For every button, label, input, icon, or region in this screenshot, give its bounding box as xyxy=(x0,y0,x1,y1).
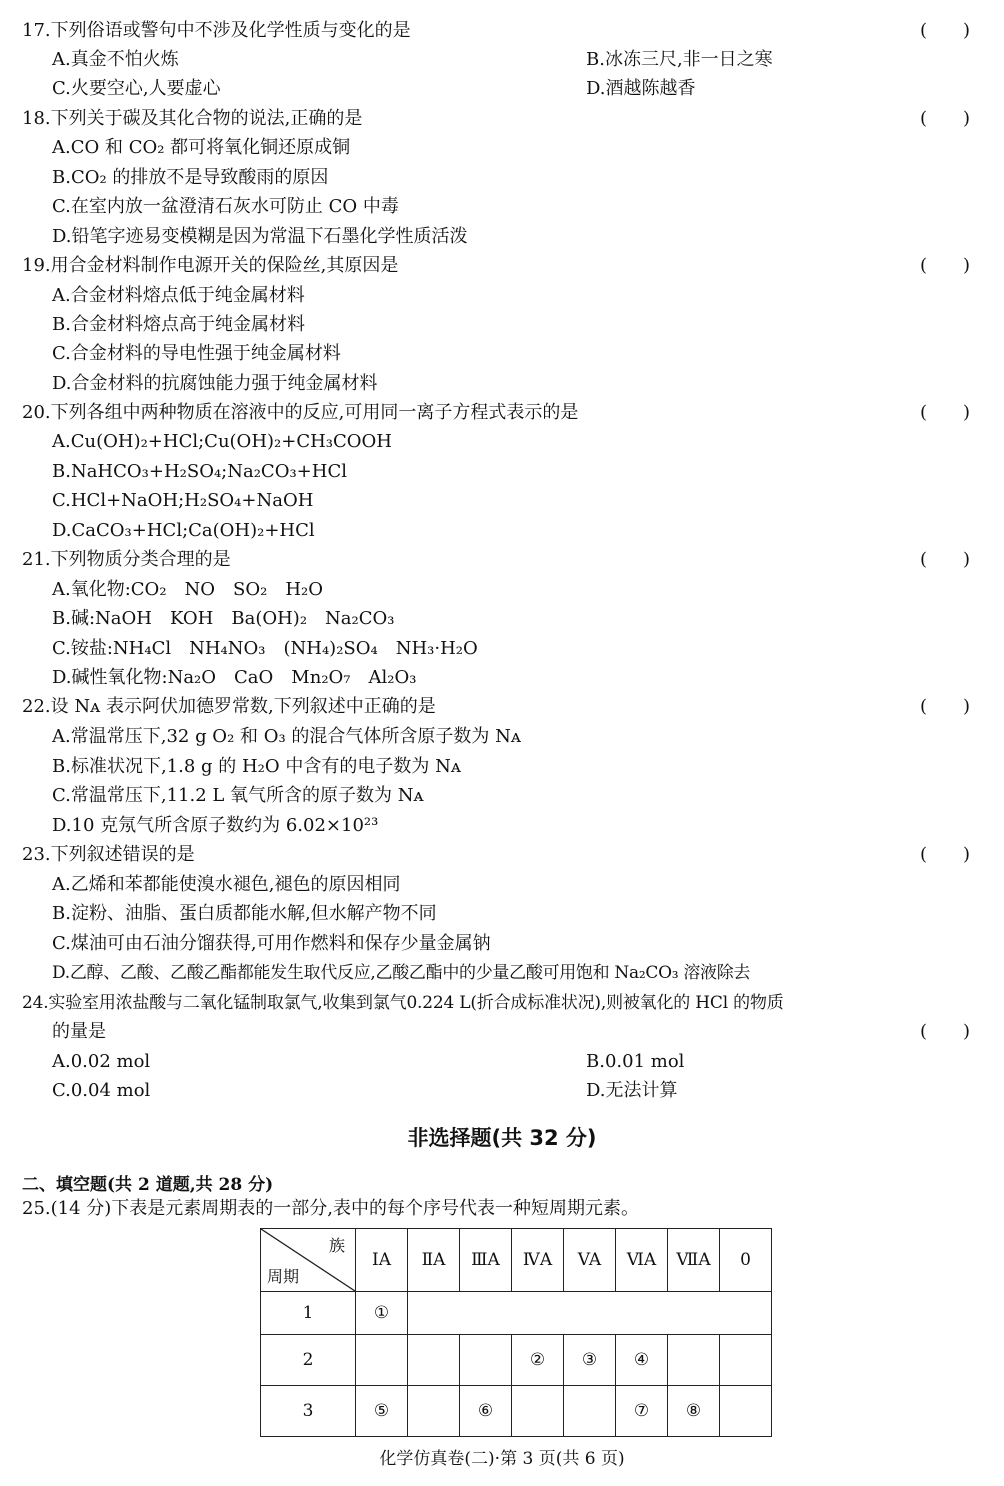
q21-stem: 21.下列物质分类合理的是 xyxy=(22,549,231,570)
element-cell: ⑥ xyxy=(460,1386,512,1437)
group-header: ⅡA xyxy=(408,1229,460,1292)
group-header: ⅣA xyxy=(512,1229,564,1292)
element-cell xyxy=(408,1386,460,1437)
periodic-table xyxy=(260,1228,772,1437)
element-cell xyxy=(668,1335,720,1386)
q18-option-d: D.铅笔字迹易变模糊是因为常温下石墨化学性质活泼 xyxy=(52,226,468,247)
element-cell: ⑤ xyxy=(356,1386,408,1437)
q21-option-b: B.碱:NaOH KOH Ba(OH)₂ Na₂CO₃ xyxy=(52,608,395,629)
element-cell xyxy=(720,1335,772,1386)
q18-option-c: C.在室内放一盆澄清石灰水可防止 CO 中毒 xyxy=(52,196,399,217)
element-cell: ⑧ xyxy=(668,1386,720,1437)
q22-option-c: C.常温常压下,11.2 L 氧气所含的原子数为 Nᴀ xyxy=(52,785,424,806)
q23-option-a: A.乙烯和苯都能使溴水褪色,褪色的原因相同 xyxy=(52,874,401,895)
q22-option-a: A.常温常压下,32 g O₂ 和 O₃ 的混合气体所含原子数为 Nᴀ xyxy=(52,726,522,747)
group-header: VA xyxy=(564,1229,616,1292)
group-header: 0 xyxy=(720,1229,772,1292)
q21-option-c: C.铵盐:NH₄Cl NH₄NO₃ (NH₄)₂SO₄ NH₃·H₂O xyxy=(52,638,478,659)
q20-option-a: A.Cu(OH)₂+HCl;Cu(OH)₂+CH₃COOH xyxy=(52,431,393,452)
period-label: 2 xyxy=(261,1335,356,1386)
empty-span-cell xyxy=(408,1292,772,1335)
q17-stem: 17.下列俗语或警句中不涉及化学性质与变化的是 xyxy=(22,20,411,41)
element-cell: ③ xyxy=(564,1335,616,1386)
group-header: ⅢA xyxy=(460,1229,512,1292)
q21-option-d: D.碱性氧化物:Na₂O CaO Mn₂O₇ Al₂O₃ xyxy=(52,667,417,688)
q24-bracket: ( ) xyxy=(920,1021,971,1042)
q20-option-b: B.NaHCO₃+H₂SO₄;Na₂CO₃+HCl xyxy=(52,461,347,482)
q23-option-c: C.煤油可由石油分馏获得,可用作燃料和保存少量金属钠 xyxy=(52,933,491,954)
q20-bracket: ( ) xyxy=(920,402,971,423)
q24-option-d: D.无法计算 xyxy=(586,1080,678,1101)
q18-bracket: ( ) xyxy=(920,108,971,129)
period-label: 3 xyxy=(261,1386,356,1437)
q19-option-a: A.合金材料熔点低于纯金属材料 xyxy=(52,285,305,306)
q22-bracket: ( ) xyxy=(920,696,971,717)
q17-option-b: B.冰冻三尺,非一日之寒 xyxy=(586,49,773,70)
section-title: 非选择题(共 32 分) xyxy=(407,1126,597,1150)
group-header: ⅥA xyxy=(616,1229,668,1292)
q19-stem: 19.用合金材料制作电源开关的保险丝,其原因是 xyxy=(22,255,399,276)
element-cell xyxy=(512,1386,564,1437)
q17-option-d: D.酒越陈越香 xyxy=(586,78,696,99)
q18-option-a: A.CO 和 CO₂ 都可将氧化铜还原成铜 xyxy=(52,137,351,158)
element-cell: ② xyxy=(512,1335,564,1386)
group-header-label: 族 xyxy=(328,1236,345,1255)
q24-option-a: A.0.02 mol xyxy=(52,1051,151,1072)
q17-option-a: A.真金不怕火炼 xyxy=(52,49,179,70)
q23-stem: 23.下列叙述错误的是 xyxy=(22,844,195,865)
q21-bracket: ( ) xyxy=(920,549,971,570)
group-header: ⅦA xyxy=(668,1229,720,1292)
q19-option-d: D.合金材料的抗腐蚀能力强于纯金属材料 xyxy=(52,373,378,394)
period-label: 1 xyxy=(261,1292,356,1335)
q23-bracket: ( ) xyxy=(920,844,971,865)
q22-option-d: D.10 克氖气所含原子数约为 6.02×10²³ xyxy=(52,815,379,836)
q18-stem: 18.下列关于碳及其化合物的说法,正确的是 xyxy=(22,108,363,129)
page-footer: 化学仿真卷(二)·第 3 页(共 6 页) xyxy=(379,1449,625,1469)
q22-option-b: B.标准状况下,1.8 g 的 H₂O 中含有的电子数为 Nᴀ xyxy=(52,756,462,777)
q18-option-b: B.CO₂ 的排放不是导致酸雨的原因 xyxy=(52,167,329,188)
q20-option-c: C.HCl+NaOH;H₂SO₄+NaOH xyxy=(52,490,314,511)
element-cell xyxy=(460,1335,512,1386)
element-cell: ① xyxy=(356,1292,408,1335)
element-cell xyxy=(564,1386,616,1437)
q17-option-c: C.火要空心,人要虚心 xyxy=(52,78,221,99)
period-header-label: 周期 xyxy=(267,1267,300,1286)
subsection-title: 二、填空题(共 2 道题,共 28 分) xyxy=(22,1175,274,1195)
q24-option-b: B.0.01 mol xyxy=(586,1051,685,1072)
group-header: IA xyxy=(356,1229,408,1292)
q20-option-d: D.CaCO₃+HCl;Ca(OH)₂+HCl xyxy=(52,520,315,541)
q23-option-d: D.乙醇、乙酸、乙酸乙酯都能发生取代反应,乙酸乙酯中的少量乙酸可用饱和 Na₂CO₃ 溶液除去 xyxy=(52,963,751,983)
element-cell xyxy=(356,1335,408,1386)
element-cell xyxy=(720,1386,772,1437)
element-cell xyxy=(408,1335,460,1386)
q19-bracket: ( ) xyxy=(920,255,971,276)
element-cell: ⑦ xyxy=(616,1386,668,1437)
table-corner-header xyxy=(261,1229,356,1292)
q24-option-c: C.0.04 mol xyxy=(52,1080,151,1101)
q17-bracket: ( ) xyxy=(920,20,971,41)
q22-stem: 22.设 Nᴀ 表示阿伏加德罗常数,下列叙述中正确的是 xyxy=(22,696,436,717)
q24-stem-continued: 的量是 xyxy=(52,1021,106,1042)
element-cell: ④ xyxy=(616,1335,668,1386)
q21-option-a: A.氧化物:CO₂ NO SO₂ H₂O xyxy=(52,579,324,600)
q19-option-b: B.合金材料熔点高于纯金属材料 xyxy=(52,314,305,335)
q24-stem: 24.实验室用浓盐酸与二氧化锰制取氯气,收集到氯气0.224 L(折合成标准状况),则被氧化的 HCl 的物质 xyxy=(22,993,784,1013)
q19-option-c: C.合金材料的导电性强于纯金属材料 xyxy=(52,343,341,364)
q20-stem: 20.下列各组中两种物质在溶液中的反应,可用同一离子方程式表示的是 xyxy=(22,402,579,423)
q23-option-b: B.淀粉、油脂、蛋白质都能水解,但水解产物不同 xyxy=(52,903,437,924)
q25-stem: 25.(14 分)下表是元素周期表的一部分,表中的每个序号代表一种短周期元素。 xyxy=(22,1198,640,1219)
